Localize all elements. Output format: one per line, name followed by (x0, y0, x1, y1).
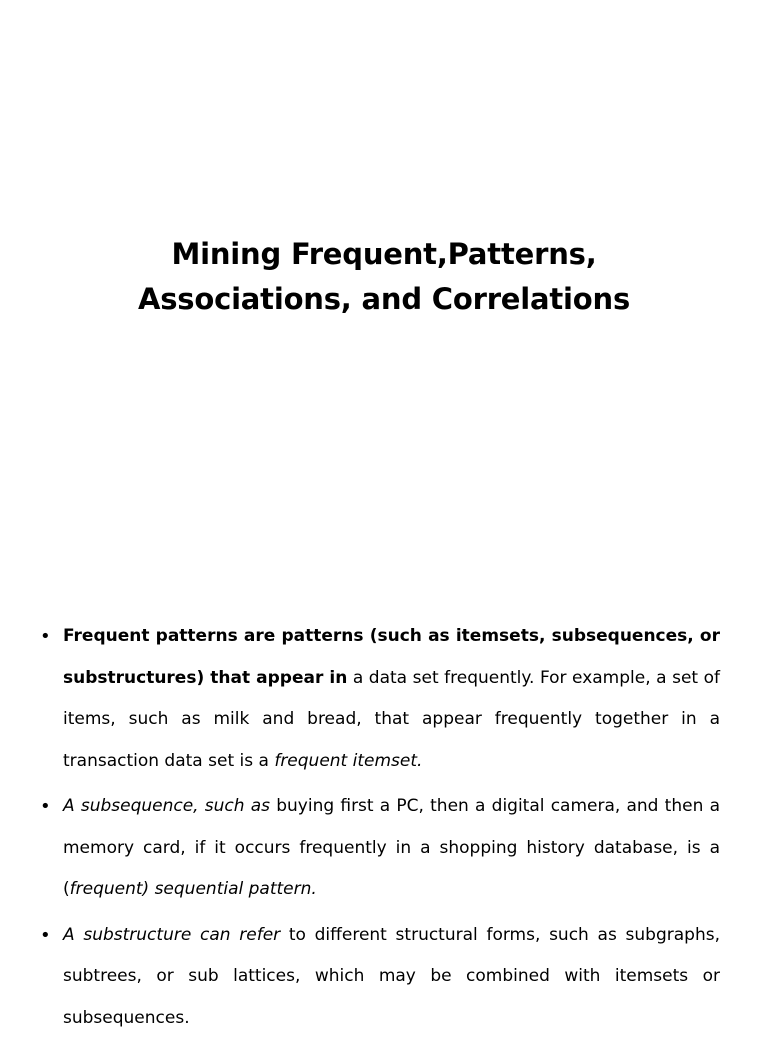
bullet-italic-lead: A substructure can refer (63, 924, 281, 945)
bullet-italic-text: frequent) sequential pattern. (69, 879, 317, 899)
title-line-1: Mining Frequent,Patterns, (171, 237, 597, 271)
bullet-text: to different structural forms, such as subgraphs, subtrees, or sub lattices, which may be combined with itemsets or subsequences. (63, 924, 720, 1028)
bullet-text: buying first a PC, then a digital camera, and then a memory card, if it occurs frequently in a shopping history database, is a ( (63, 796, 720, 899)
bullet-substructure (40, 915, 720, 1040)
bullet-subsequence (40, 786, 720, 911)
bullet-dot-icon: • (40, 626, 51, 647)
bullet-dot-icon: • (40, 796, 51, 817)
bullet-italic-lead: A subsequence, such as (63, 796, 271, 816)
bullet-bold-text: Frequent patterns are patterns (such as itemsets, subsequences, or substructures) that appear in (63, 626, 720, 688)
bullet-text: a data set frequently. For example, a set of items, such as milk and bread, that appear frequently together in a transaction data set is a (63, 667, 720, 771)
slide-title (0, 232, 768, 322)
bullet-frequent-patterns (40, 616, 720, 782)
bullet-list (40, 616, 720, 1043)
bullet-italic-text: frequent itemset. (274, 750, 423, 771)
title-line-2: Associations, and Correlations (137, 282, 631, 316)
bullet-dot-icon: • (40, 924, 51, 946)
